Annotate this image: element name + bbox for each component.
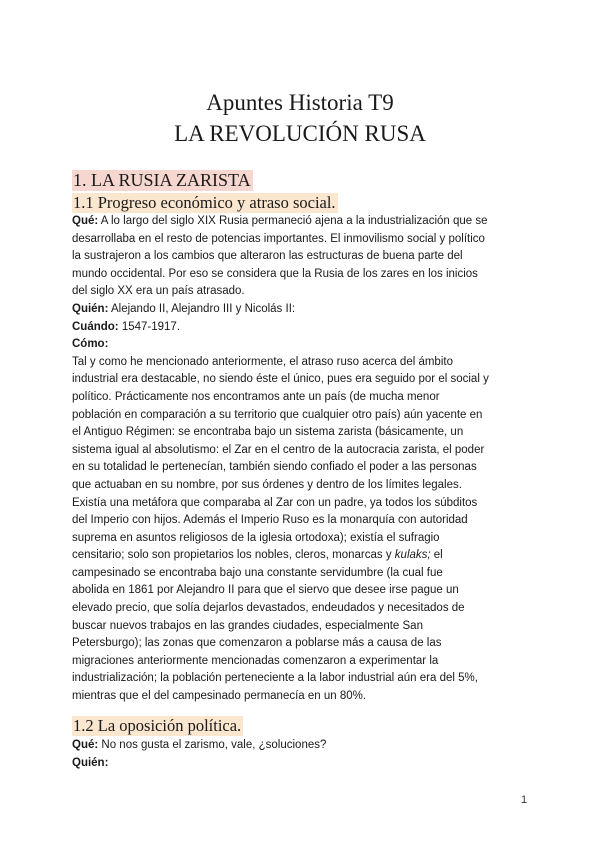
paragraph-line: mientras que el del campesinado permanecía en un 80%. — [72, 690, 367, 703]
paragraph-line: sistema igual al absolutismo: el Zar en el centro de la autocracia zarista, el poder — [72, 443, 485, 456]
cuando-label: Cuándo: — [72, 320, 119, 333]
que-line — [72, 737, 542, 755]
paragraph-line: en su totalidad le pertenecían, también siendo confiado el poder a las personas — [72, 461, 477, 474]
paragraph-line: del siglo XX era un país atrasado. — [72, 285, 245, 298]
quien-line — [72, 755, 542, 773]
doc-title: Apuntes Historia T9 — [206, 90, 394, 115]
paragraph-line: suprema en asuntos religiosos de la iglesia ortodoxa); existía el sufragio — [72, 531, 440, 544]
quien-text: Alejando II, Alejandro III y Nicolás II: — [108, 302, 296, 315]
subsection-heading-oposicion: 1.2 La oposición política. — [73, 716, 242, 735]
como-label: Cómo: — [72, 338, 109, 351]
kulaks-after: el — [430, 549, 443, 562]
que-text: A lo largo del siglo XIX Rusia permaneció ajena a la industrialización que se — [98, 215, 488, 227]
subsection-heading-progreso: 1.1 Progreso económico y atraso social. — [73, 193, 336, 212]
quien-label: Quién: — [72, 302, 109, 315]
paragraph-line: elevado precio, que solía dejarlos devastados, endeudados y necesitados de — [72, 602, 465, 615]
page-number: 1 — [521, 794, 528, 806]
quien-label: Quién: — [72, 756, 109, 769]
paragraph-line: migraciones anteriormente mencionadas comenzaron a experimentar la — [72, 654, 439, 667]
paragraph-line: buscar nuevos trabajos en las grandes ciudades, especialmente San — [72, 619, 423, 632]
como-line — [72, 336, 542, 354]
paragraph-line: político. Prácticamente nos encontramos ante un país (de mucha menor — [72, 390, 440, 403]
paragraph-line: mundo occidental. Por eso se considera que la Rusia de los zares en los inicios — [72, 267, 478, 280]
paragraph-line: que actuaban en su nombre, por sus órdenes y dentro de los límites legales. — [72, 478, 462, 491]
section-heading-rusia-zarista: 1. LA RUSIA ZARISTA — [73, 170, 251, 190]
paragraph-line: industrial era destacable, no siendo éste el único, pues era seguido por el social y — [72, 373, 489, 386]
kulaks-term: kulaks; — [394, 549, 431, 562]
paragraph-line: Tal y como he mencionado anteriormente, el atraso ruso acerca del ámbito — [72, 355, 453, 368]
doc-subtitle: LA REVOLUCIÓN RUSA — [174, 121, 426, 146]
que-label: Qué: — [72, 215, 99, 227]
quien-line — [72, 301, 542, 319]
paragraph-line: desarrollaba en el resto de potencias importantes. El inmovilismo social y político — [72, 232, 485, 245]
cuando-line — [72, 319, 542, 337]
paragraph-line: abolida en 1861 por Alejandro II para que el siervo que desee irse pague un — [72, 584, 459, 597]
paragraph-line-kulaks — [72, 547, 542, 565]
paragraph-line: el Antiguo Régimen: se encontraba bajo un sistema zarista (básicamente, un — [72, 426, 464, 439]
subsection-body-progreso — [72, 213, 542, 706]
paragraph-line: población en comparación a su territorio que cualquier otro país) aún yacente en — [72, 408, 483, 421]
paragraph-line: Existía una metáfora que comparaba al Zar con un padre, ya todos los súbditos — [72, 496, 478, 509]
paragraph-line: la sustrajeron a los cambios que alteraron las estructuras de buena parte del — [72, 250, 463, 263]
que-line — [72, 213, 542, 231]
kulaks-before: censitario; solo son propietarios los nobles, cleros, monarcas y — [72, 549, 395, 562]
que-label: Qué: — [72, 739, 99, 751]
paragraph-line: campesinado se encontraba bajo una constante servidumbre (la cual fue — [72, 566, 443, 579]
paragraph-line: industrialización; la población perteneciente a la labor industrial aún era del 5%, — [72, 672, 478, 685]
cuando-text: 1547-1917. — [118, 320, 181, 333]
paragraph-line: del Imperio con hijos. Además el Imperio Ruso es la monarquía con autoridad — [72, 514, 468, 527]
que-text: No nos gusta el zarismo, vale, ¿soluciones? — [98, 739, 327, 751]
paragraph-line: Petersburgo); las zonas que comenzaron a poblarse más a causa de las — [72, 637, 442, 650]
subsection-body-oposicion — [72, 737, 542, 772]
